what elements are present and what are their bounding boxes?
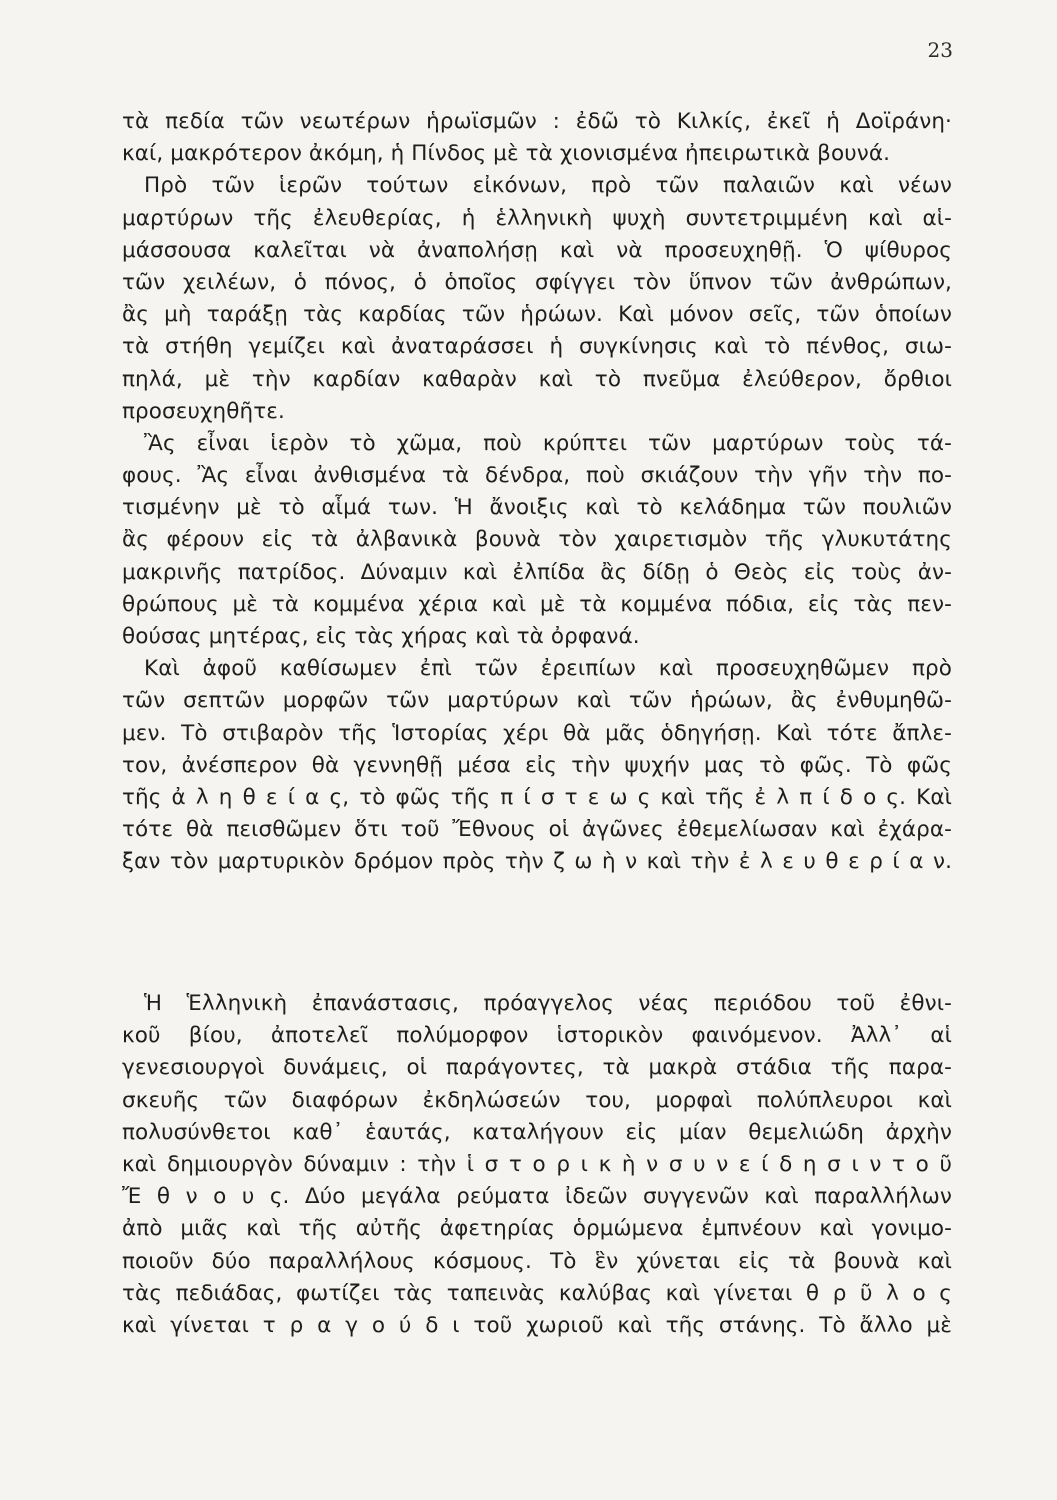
text-line: καὶ δημιουργὸν δύναμιν : τὴν ἱ σ τ ο ρ ι κ ὴ ν σ υ ν ε ί δ η σ ι ν τ ο ῦ bbox=[122, 1151, 952, 1177]
text-line: προσευχηθῆτε. bbox=[122, 398, 285, 424]
text-line: γενεσιουργοὶ δυνάμεις, οἱ παράγοντες, τὰ μακρὰ στάδια τῆς παρα- bbox=[122, 1055, 952, 1081]
text-line: ξαν τὸν μαρτυρικὸν δρόμον πρὸς τὴν ζ ω ὴ ν καὶ τὴν ἐ λ ε υ θ ε ρ ί α ν. bbox=[122, 849, 952, 875]
text-line: καί, μακρότερον ἀκόμη, ἡ Πίνδος μὲ τὰ χιονισμένα ἠπειρωτικὰ βουνά. bbox=[122, 141, 891, 167]
text-line: ποιοῦν δύο παραλλήλους κόσμους. Τὸ ἓν χύνεται εἰς τὰ βουνὰ καὶ bbox=[122, 1248, 952, 1274]
text-line: καὶ γίνεται τ ρ α γ ο ύ δ ι τοῦ χωριοῦ καὶ τῆς στάνης. Τὸ ἄλλο μὲ bbox=[122, 1312, 952, 1338]
text-line: μακρινῆς πατρίδος. Δύναμιν καὶ ἐλπίδα ἂς δίδῃ ὁ Θεὸς εἰς τοὺς ἀν- bbox=[122, 559, 952, 585]
text-line: Πρὸ τῶν ἱερῶν τούτων εἰκόνων, πρὸ τῶν παλαιῶν καὶ νέων bbox=[144, 173, 952, 199]
text-line: τὰ πεδία τῶν νεωτέρων ἡρωϊσμῶν : ἐδῶ τὸ Κιλκίς, ἐκεῖ ἡ Δοϊράνη· bbox=[122, 109, 952, 134]
text-line: Ἡ Ἑλληνικὴ ἐπανάστασις, πρόαγγελος νέας περιόδου τοῦ ἐθνι- bbox=[144, 991, 952, 1016]
text-line: τῆς ἀ λ η θ ε ί α ς, τὸ φῶς τῆς π ί σ τ ε ω ς καὶ τῆς ἐ λ π ί δ ο ς. Καὶ bbox=[122, 784, 952, 810]
text-line: θούσας μητέρας, εἰς τὰς χήρας καὶ τὰ ὀρφανά. bbox=[122, 624, 640, 649]
section-1-text bbox=[122, 106, 952, 879]
text-line: τῶν σεπτῶν μορφῶν τῶν μαρτύρων καὶ τῶν ἡρώων, ἂς ἐνθυμηθῶ- bbox=[122, 688, 952, 714]
text-line: θρώπους μὲ τὰ κομμένα χέρια καὶ μὲ τὰ κομμένα πόδια, εἰς τὰς πεν- bbox=[122, 591, 952, 617]
text-line: Καὶ ἀφοῦ καθίσωμεν ἐπὶ τῶν ἐρειπίων καὶ προσευχηθῶμεν πρὸ bbox=[144, 656, 952, 682]
text-line: πολυσύνθετοι καθ᾽ ἑαυτάς, καταλήγουν εἰς μίαν θεμελιώδη ἀρχὴν bbox=[122, 1119, 952, 1145]
text-line: ἂς φέρουν εἰς τὰ ἀλβανικὰ βουνὰ τὸν χαιρετισμὸν τῆς γλυκυτάτης bbox=[122, 527, 952, 553]
text-line: μάσσουσα καλεῖται νὰ ἀναπολήσῃ καὶ νὰ προσευχηθῇ. Ὁ ψίθυρος bbox=[122, 237, 952, 263]
text-line: φους. Ἂς εἶναι ἀνθισμένα τὰ δένδρα, ποὺ σκιάζουν τὴν γῆν τὴν πο- bbox=[122, 463, 952, 489]
section-2-text bbox=[122, 988, 952, 1342]
text-line: τὰς πεδιάδας, φωτίζει τὰς ταπεινὰς καλύβας καὶ γίνεται θ ρ ῦ λ ο ς bbox=[122, 1280, 952, 1306]
text-line: τὰ στήθη γεμίζει καὶ ἀναταράσσει ἡ συγκίνησις καὶ τὸ πένθος, σιω- bbox=[122, 334, 952, 360]
text-line: πηλά, μὲ τὴν καρδίαν καθαρὰν καὶ τὸ πνεῦμα ἐλεύθερον, ὄρθιοι bbox=[122, 366, 952, 392]
page-number: 23 bbox=[927, 38, 953, 62]
text-line: μεν. Τὸ στιβαρὸν τῆς Ἱστορίας χέρι θὰ μᾶς ὁδηγήσῃ. Καὶ τότε ἄπλε- bbox=[122, 720, 952, 746]
text-line: τότε θὰ πεισθῶμεν ὅτι τοῦ Ἔθνους οἱ ἀγῶνες ἐθεμελίωσαν καὶ ἐχάρα- bbox=[122, 817, 952, 843]
text-line: σκευῆς τῶν διαφόρων ἐκδηλώσεών του, μορφαὶ πολύπλευροι καὶ bbox=[122, 1087, 952, 1113]
text-line: ἀπὸ μιᾶς καὶ τῆς αὐτῆς ἀφετηρίας ὁρμώμενα ἐμπνέουν καὶ γονιμο- bbox=[122, 1216, 952, 1242]
text-line: Ἔ θ ν ο υ ς. Δύο μεγάλα ρεύματα ἰδεῶν συγγενῶν καὶ παραλλήλων bbox=[122, 1184, 952, 1210]
text-line: τῶν χειλέων, ὁ πόνος, ὁ ὁποῖος σφίγγει τὸν ὕπνον τῶν ἀνθρώπων, bbox=[122, 269, 952, 295]
text-line: ἂς μὴ ταράξῃ τὰς καρδίας τῶν ἡρώων. Καὶ μόνον σεῖς, τῶν ὁποίων bbox=[122, 302, 952, 328]
text-line: τισμένην μὲ τὸ αἷμά των. Ἡ ἄνοιξις καὶ τὸ κελάδημα τῶν πουλιῶν bbox=[122, 495, 952, 521]
text-line: Ἂς εἶναι ἱερὸν τὸ χῶμα, ποὺ κρύπτει τῶν μαρτύρων τοὺς τά- bbox=[144, 430, 952, 456]
text-line: μαρτύρων τῆς ἐλευθερίας, ἡ ἑλληνικὴ ψυχὴ συντετριμμένη καὶ αἱ- bbox=[122, 205, 952, 231]
text-line: κοῦ βίου, ἀποτελεῖ πολύμορφον ἱστορικὸν φαινόμενον. Ἀλλ᾽ αἱ bbox=[122, 1023, 952, 1049]
text-line: τον, ἀνέσπερον θὰ γεννηθῇ μέσα εἰς τὴν ψυχήν μας τὸ φῶς. Τὸ φῶς bbox=[122, 752, 952, 778]
